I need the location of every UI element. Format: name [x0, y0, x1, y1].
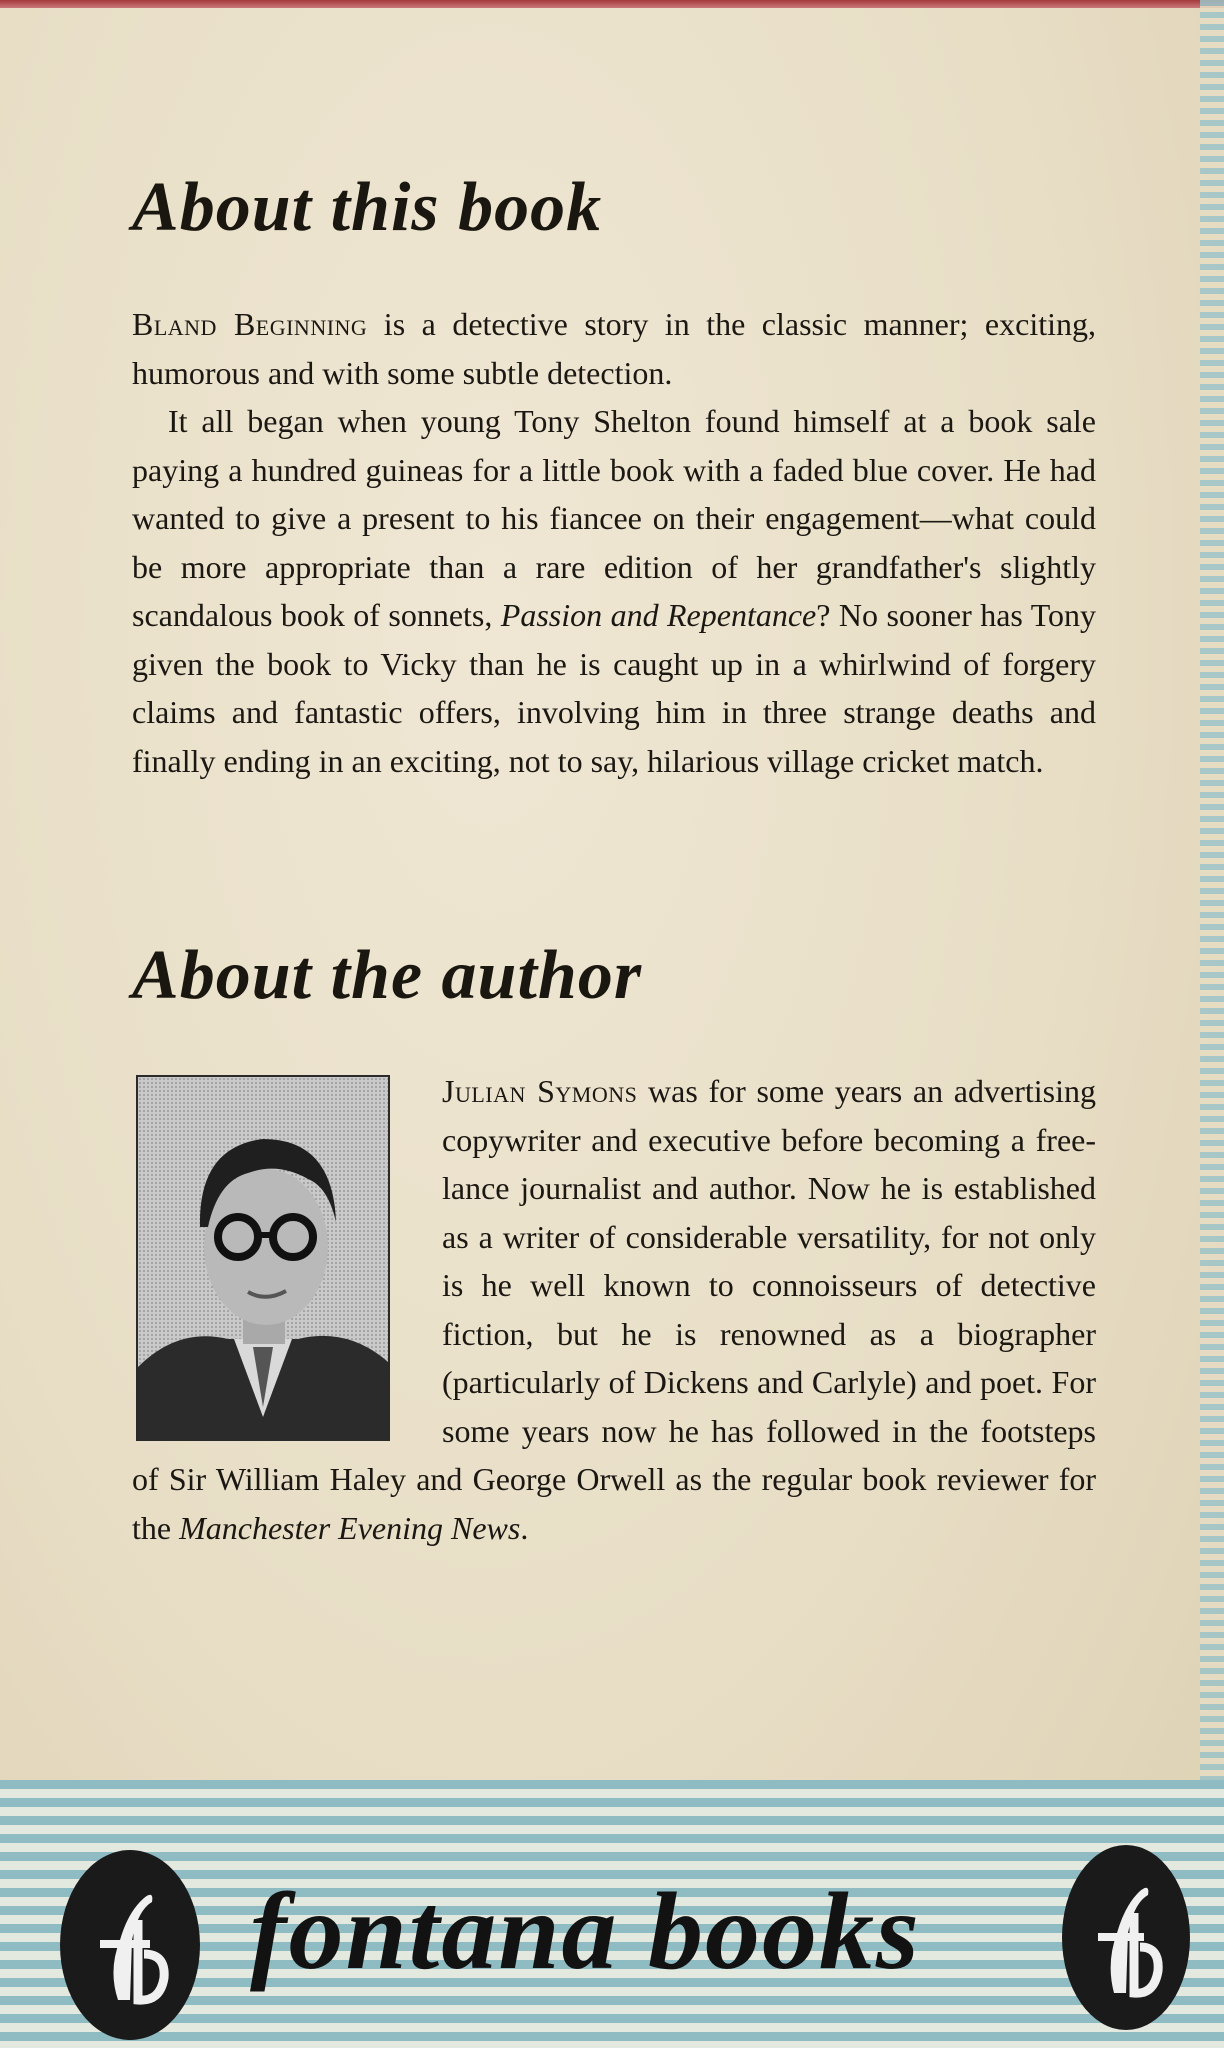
fb-monogram-icon — [60, 1850, 200, 2040]
about-book-paragraph-1 — [132, 300, 1096, 397]
newspaper-title: Manchester Evening News — [179, 1509, 521, 1546]
about-author-heading: About the author — [132, 937, 643, 1014]
top-edge — [0, 0, 1224, 8]
book-title-small-caps: Bland Beginning — [132, 306, 368, 342]
fb-monogram-icon — [1062, 1845, 1190, 2030]
publisher-brand: fontana books — [250, 1870, 921, 1992]
about-book-paragraph-2-text-before: It all began when young Tony Shelton found himself at a book sale paying a hundred guineas for a little book with a faded blue cover. He had wanted to give a present to his fiancee on their engagement—what could be more appropriate than a rare edition of her grandfather's slightly scandalous book of sonnets, — [132, 403, 1096, 633]
photo-spacer — [132, 1067, 442, 1442]
about-book-paragraph-1-text: is a detective story in the classic manner; exciting, humorous and with some subtle detection. — [132, 306, 1096, 391]
sonnets-book-title: Passion and Repentance — [500, 597, 817, 633]
about-author-paragraph — [132, 1067, 1096, 1552]
about-book-heading: About this book — [132, 169, 603, 246]
about-book-paragraph-2-text-after: ? No sooner has Tony given the book to Vicky than he is caught up in a whirlwind of forgery claims and fantastic offers, involving him in three strange deaths and finally ending in an exciting, not to say, hilarious village cricket match. — [132, 597, 1097, 779]
spine-stripes — [1200, 0, 1224, 1780]
about-book-paragraph-2 — [132, 397, 1096, 785]
about-author-text-before: was for some years an advertising copywriter and executive before becoming a free-lance journalist and author. Now he is established as a writer of considerable versatility, for not only is he well known to connoisseurs of detective fiction, but he is renowned as a biographer (particularly of Dickens and Carlyle) and poet. For some years now he has followed in the footsteps of Sir William Haley and George Orwell as the regular book reviewer for the — [132, 1073, 1096, 1546]
author-name-small-caps: Julian Symons — [442, 1073, 638, 1109]
about-author-text-after: . — [520, 1509, 529, 1546]
